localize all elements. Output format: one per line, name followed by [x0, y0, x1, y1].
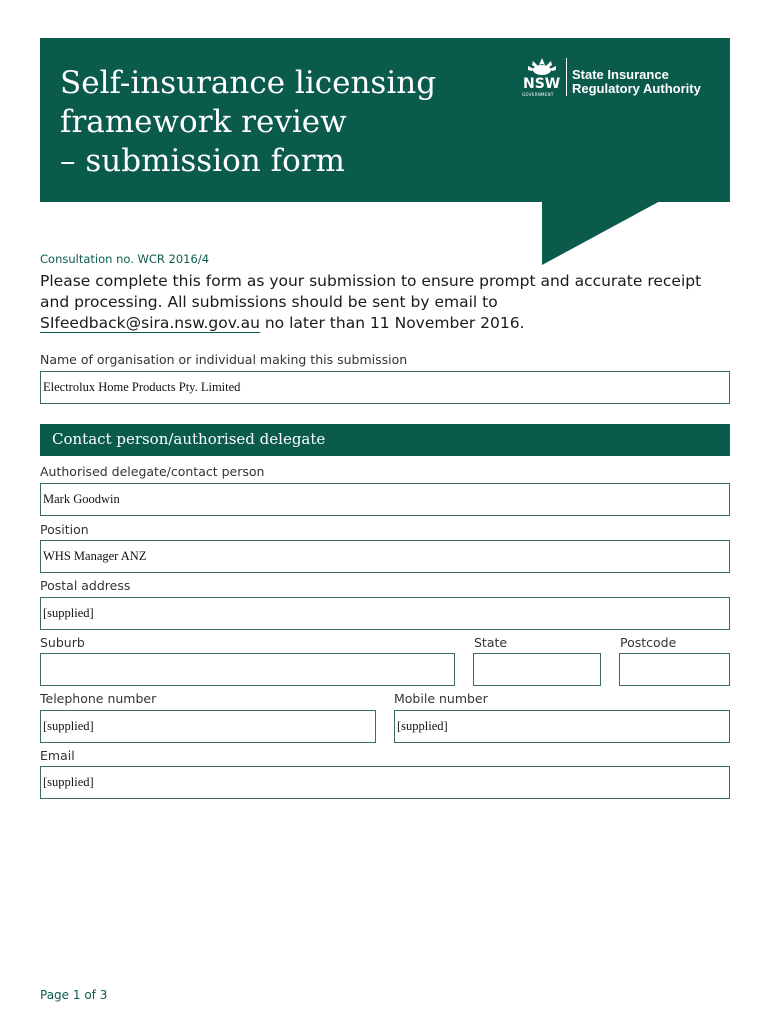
postal-address-label: Postal address [40, 578, 131, 593]
title-line-3: – submission form [60, 143, 345, 179]
header-banner [40, 38, 730, 202]
delegate-label: Authorised delegate/contact person [40, 464, 265, 479]
postal-address-field[interactable]: [supplied] [40, 597, 730, 630]
logo-nsw-text: NSW [523, 76, 561, 92]
title-line-2: framework review [60, 104, 347, 140]
position-field[interactable]: WHS Manager ANZ [40, 540, 730, 573]
banner-speech-tail [542, 200, 662, 265]
logo-org-line-1: State Insurance [572, 67, 669, 82]
page-title [60, 64, 490, 181]
mobile-label: Mobile number [394, 691, 488, 706]
postcode-field[interactable] [619, 653, 730, 686]
page-number: Page 1 of 3 [40, 988, 108, 1002]
logo-org-name [572, 68, 701, 96]
logo-org-line-2: Regulatory Authority [572, 81, 701, 96]
email-label: Email [40, 748, 75, 763]
email-field[interactable]: [supplied] [40, 766, 730, 799]
org-name-label: Name of organisation or individual making this submission [40, 352, 408, 367]
state-field[interactable] [473, 653, 601, 686]
state-label: State [474, 635, 508, 650]
mobile-field[interactable]: [supplied] [394, 710, 730, 743]
delegate-field[interactable]: Mark Goodwin [40, 483, 730, 516]
intro-text-before: Please complete this form as your submission to ensure prompt and accurate receipt and processing. All submissions should be sent by email to [40, 272, 702, 311]
telephone-label: Telephone number [40, 691, 157, 706]
logo-divider [566, 58, 567, 96]
submission-email-link[interactable]: SIfeedback@sira.nsw.gov.au [40, 314, 260, 332]
suburb-label: Suburb [40, 635, 85, 650]
intro-paragraph [40, 271, 720, 334]
suburb-field[interactable] [40, 653, 455, 686]
postcode-label: Postcode [620, 635, 677, 650]
intro-text-after: no later than 11 November 2016. [259, 314, 525, 332]
title-line-1: Self-insurance licensing [60, 65, 437, 101]
contact-section-title: Contact person/authorised delegate [52, 430, 326, 448]
org-name-field[interactable]: Electrolux Home Products Pty. Limited [40, 371, 730, 404]
contact-section-header [40, 424, 730, 456]
position-label: Position [40, 522, 89, 537]
telephone-field[interactable]: [supplied] [40, 710, 376, 743]
consultation-number: Consultation no. WCR 2016/4 [40, 252, 210, 266]
logo-government-text: GOVERNMENT [522, 92, 554, 97]
sira-logo [522, 56, 722, 100]
